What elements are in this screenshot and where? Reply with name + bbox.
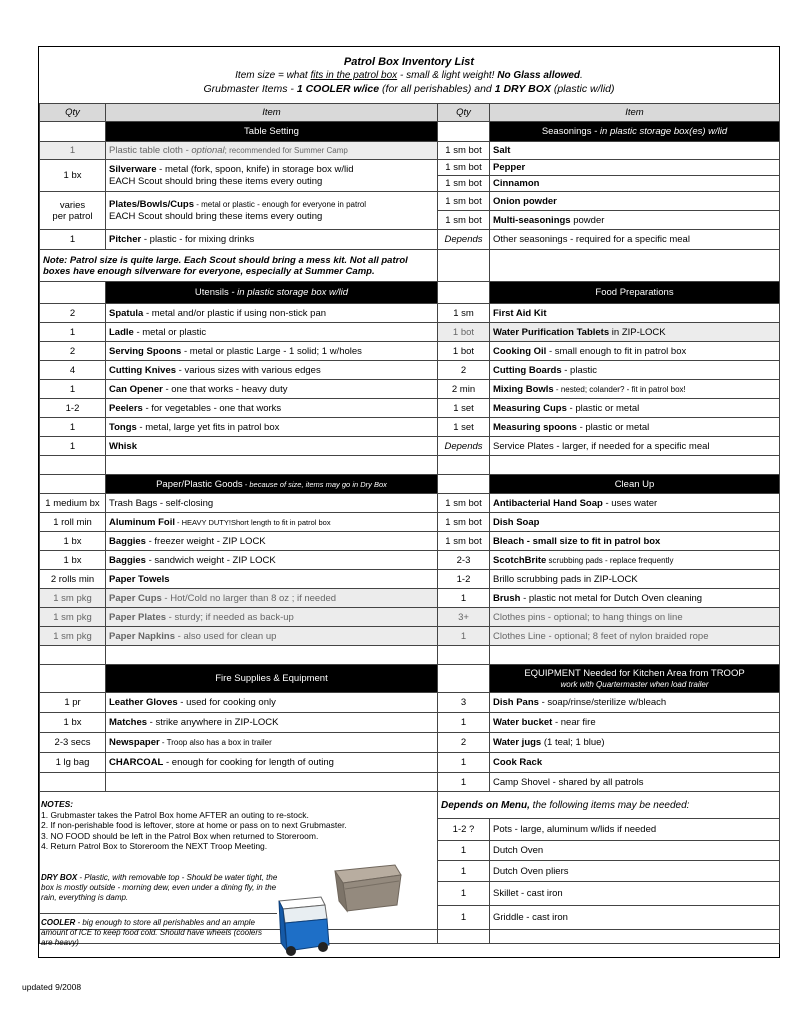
section-row	[40, 665, 780, 693]
table-row: 2 Serving Spoons - metal or plastic Large - 1 solid; 1 w/holes 1 bot Cooking Oil - small enough to fit in patrol box	[40, 342, 780, 361]
section-equipment: EQUIPMENT Needed for Kitchen Area from TROOP work with Quartermaster when load trailer	[490, 665, 780, 693]
page-title: Patrol Box Inventory List	[343, 56, 475, 68]
table-row: 1 bx Matches - strike anywhere in ZIP-LOCK 1 Water bucket - near fire	[40, 713, 780, 733]
table-row: 1 Skillet - cast iron	[40, 882, 780, 906]
table-row: 1 sm pkg Paper Cups - Hot/Cold no larger than 8 oz ; if needed 1 Brush - plastic not metal for Dutch Oven cleaning	[40, 589, 780, 608]
note-row	[40, 250, 780, 282]
updated-date: updated 9/2008	[22, 982, 82, 992]
table-row: 1 sm pkg Paper Plates - sturdy; if needed as back-up 3+ Clothes pins - optional; to hang things on line	[40, 608, 780, 627]
section-utensils: Utensils - in plastic storage box w/lid	[106, 282, 438, 304]
table-row: 1 roll min Aluminum Foil - HEAVY DUTY!Short length to fit in patrol box 1 sm bot Dish Soap	[40, 513, 780, 532]
section-food-prep: Food Preparations	[490, 282, 780, 304]
note-1: 1. Grubmaster takes the Patrol Box home AFTER an outing to re-stock.	[41, 809, 309, 820]
spacer-row	[40, 646, 780, 665]
table-row: varies per patrol Plates/Bowls/Cups - metal or plastic - enough for everyone in patrol EACH Scout should bring these items every outing 1 sm bot Onion powder	[40, 192, 780, 211]
header-line-3: Grubmaster Items - 1 COOLER w/ice (for all perishables) and 1 DRY BOX (plastic w/lid)	[203, 83, 615, 95]
cooler-image	[271, 895, 337, 957]
dry-box-image	[331, 857, 403, 913]
section-cleanup: Clean Up	[490, 475, 780, 494]
inventory-page	[38, 46, 780, 958]
table-row: 1 Griddle - cast iron	[40, 906, 780, 930]
section-table-setting: Table Setting	[106, 122, 438, 142]
table-row: 1 Can Opener - one that works - heavy duty 2 min Mixing Bowls - nested; colander? - fit in patrol box!	[40, 380, 780, 399]
col-item-left: Item	[106, 104, 438, 122]
patrol-size-note: Note: Patrol size is quite large. Each Scout should bring a mess kit. Not all patrol boxes have enough silverware for everyone, especially at Summer Camp.	[40, 250, 438, 282]
table-row: 1 bx Baggies - freezer weight - ZIP LOCK 1 sm bot Bleach - small size to fit in patrol box	[40, 532, 780, 551]
table-row: 1 bx Baggies - sandwich weight - ZIP LOCK 2-3 ScotchBrite scrubbing pads - replace frequently	[40, 551, 780, 570]
col-item-right: Item	[490, 104, 780, 122]
table-row: 1-2 Peelers - for vegetables - one that works 1 set Measuring Cups - plastic or metal	[40, 399, 780, 418]
dry-box-note: DRY BOX - Plastic, with removable top - Should be water tight, the box is mostly outside - morning dew, even under a dining fly, in the rain, everything is damp.	[41, 873, 278, 902]
section-seasonings: Seasonings - in plastic storage box(es) w/lid	[490, 122, 780, 142]
section-row	[40, 475, 780, 494]
table-row: 1 Ladle - metal or plastic 1 bot Water Purification Tablets in ZIP-LOCK	[40, 323, 780, 342]
col-qty-left: Qty	[40, 104, 106, 122]
table-row: 1 sm bot Cinnamon	[40, 176, 780, 192]
table-row: 1 medium bx Trash Bags - self-closing 1 sm bot Antibacterial Hand Soap - uses water	[40, 494, 780, 513]
header-line-2: Item size = what fits in the patrol box - small & light weight! No Glass allowed.	[235, 70, 583, 81]
notes-block: NOTES: 1. Grubmaster takes the Patrol Box home AFTER an outing to re-stock. 2. If non-perishable food is leftover, store at home or pass on to next Grubmaster. 3. NO FOOD should be left in the Patrol Box when returned to Storeroom. 4. Return Patrol Box to Storeroom the NEXT Troop Meeting.	[41, 799, 436, 852]
column-header-row	[40, 104, 780, 122]
table-row: 4 Cutting Knives - various sizes with various edges 2 Cutting Boards - plastic	[40, 361, 780, 380]
table-row: 1 Dutch Oven	[40, 841, 780, 861]
note-4: 4. Return Patrol Box to Storeroom the NEXT Troop Meeting.	[41, 841, 268, 851]
col-qty-right: Qty	[438, 104, 490, 122]
table-row: 2-3 secs Newspaper - Troop also has a box in trailer 2 Water jugs (1 teal; 1 blue)	[40, 733, 780, 753]
table-row: 1 Dutch Oven pliers	[40, 861, 780, 882]
table-row: 2 rolls min Paper Towels 1-2 Brillo scrubbing pads in ZIP-LOCK	[40, 570, 780, 589]
section-paper: Paper/Plastic Goods - because of size, items may go in Dry Box	[106, 475, 438, 494]
section-row	[40, 282, 780, 304]
section-fire: Fire Supplies & Equipment	[106, 665, 438, 693]
table-row: 1 pr Leather Gloves - used for cooking only 3 Dish Pans - soap/rinse/sterilize w/bleach	[40, 693, 780, 713]
table-row: 1 sm bot Multi-seasonings powder	[40, 211, 780, 230]
depends-on-menu: Depends on Menu, the following items may be needed:	[438, 792, 780, 819]
divider	[39, 913, 277, 914]
table-row: 2 Spatula - metal and/or plastic if using non-stick pan 1 sm First Aid Kit	[40, 304, 780, 323]
table-row: 1 Pitcher - plastic - for mixing drinks Depends Other seasonings - required for a specific meal	[40, 230, 780, 250]
table-row: 1 Tongs - metal, large yet fits in patrol box 1 set Measuring spoons - plastic or metal	[40, 418, 780, 437]
table-row: 1-2 ? Pots - large, aluminum w/lids if needed	[40, 819, 780, 841]
note-2: 2. If non-perishable food is leftover, store at home or pass on to next Grubmaster.	[41, 820, 347, 830]
cooler-note: COOLER - big enough to store all perishables and an ample amount of ICE to keep food cold. Should have wheels (coolers are heavy)	[41, 918, 263, 947]
table-row: 1 sm pkg Paper Napkins - also used for clean up 1 Clothes Line - optional; 8 feet of nylon braided rope	[40, 627, 780, 646]
section-row	[40, 122, 780, 142]
table-row: 1 lg bag CHARCOAL - enough for cooking for length of outing 1 Cook Rack	[40, 753, 780, 773]
table-row: 1 bx Silverware - metal (fork, spoon, knife) in storage box w/lid EACH Scout should bring these items every outing 1 sm bot Pepper	[40, 160, 780, 176]
table-row: 1 Plastic table cloth - optional; recommended for Summer Camp 1 sm bot Salt	[40, 142, 780, 160]
spacer-row	[40, 456, 780, 475]
table-row: 1 Camp Shovel - shared by all patrols	[40, 773, 780, 792]
note-3: 3. NO FOOD should be left in the Patrol Box when returned to Storeroom.	[41, 830, 319, 841]
document-header	[39, 47, 779, 103]
table-row: 1 Whisk Depends Service Plates - larger, if needed for a specific meal	[40, 437, 780, 456]
